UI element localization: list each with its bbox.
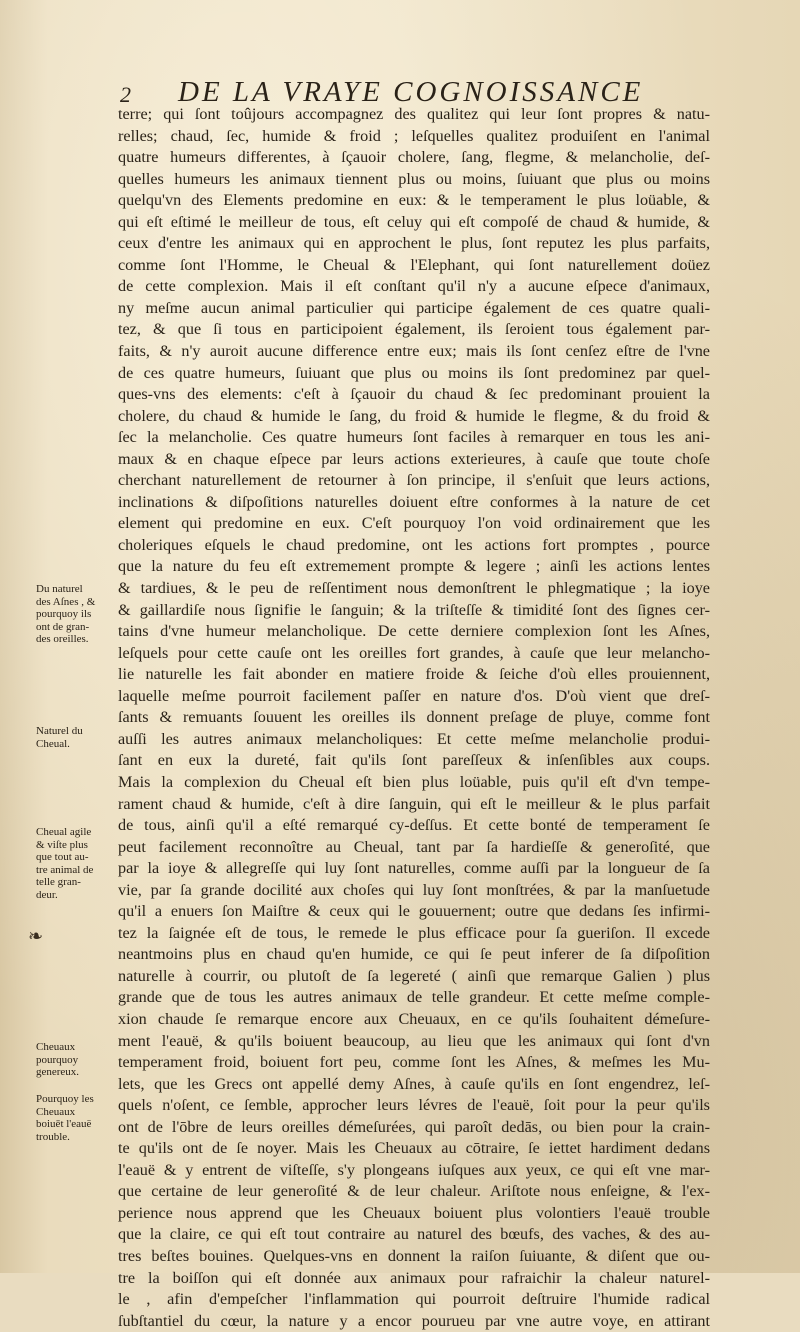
- margin-note-line: trouble.: [36, 1130, 70, 1143]
- text-line: ſec la melancholie. Ces quatre humeurs ſont faciles à remarquer en tous les ani-: [118, 428, 710, 447]
- text-line: quelles humeurs les animaux tiennent plus ou moins, ſuiuant que plus ou moins: [118, 169, 710, 188]
- text-line: de cette complexion. Mais il eſt conſtant qu'il n'y a aucune eſpece d'animaux,: [118, 277, 710, 296]
- text-line: naturelle à courrir, ou plutoſt de ſa legereté ( ainſi que remarque Galien ) plus: [118, 966, 710, 985]
- text-line: laquelle meſme pourroit facilement paſſer en nature d'os. D'où vient que dreſ-: [118, 686, 710, 705]
- text-line: tez la ſaignée eſt de tous, le remede le plus efficace pour ſa gueriſon. Il excede: [118, 923, 710, 942]
- text-line: de ces quatre humeurs, ſuiuant que plus ou moins ils ſont predominez par quel-: [118, 363, 710, 382]
- text-line: tres beſtes bouines. Quelques-vns en donnent la raiſon ſuiuante, & diſent que ou-: [118, 1246, 710, 1265]
- text-line: que la nature du feu eſt extremement prompte & legere ; ainſi les actions lentes: [118, 557, 710, 576]
- text-line: leſquels pour cette cauſe ont les oreilles fort grandes, à cauſe que leur melancho-: [118, 643, 710, 662]
- text-line: cholere, du chaud & humide le ſang, du froid & humide le flegme, & du froid &: [118, 406, 710, 425]
- margin-note-line: pourquoy ils: [36, 608, 92, 621]
- fleuron-icon: ❧: [28, 926, 44, 947]
- margin-note-line: Cheuaux: [36, 1041, 76, 1053]
- margin-note: [36, 583, 114, 646]
- margin-note-line: pourquoy: [36, 1053, 79, 1066]
- page-number: 2: [120, 82, 131, 107]
- margin-note-line: Pourquoy les: [36, 1093, 94, 1105]
- margin-note-line: telle gran-: [36, 876, 81, 889]
- text-line: ſubſtantiel du cœur, la nature y a encor pourueu par vne autre voye, en attirant: [118, 1311, 710, 1330]
- text-line: qu'il a enuers ſon Maiſtre & ceux qui le gouuernent; outre que dedans ſes infirmi-: [118, 902, 710, 921]
- margin-note-line: Naturel du: [36, 725, 83, 737]
- margin-note-line: des oreilles.: [36, 633, 89, 646]
- text-line: vie, par ſa grande docilité aux choſes qui luy ſont monſtrées, & par la manſuetude: [118, 880, 710, 899]
- text-line: comme ſont l'Homme, le Cheual & l'Elephant, qui ſont naturellement doüez: [118, 255, 710, 274]
- margin-note-line: Cheual.: [36, 737, 70, 750]
- text-line: & gaillardiſe nous ſignifie le ſanguin; & la triſteſſe & timidité ſont des ſignes cer-: [118, 600, 710, 619]
- text-line: lets, que les Grecs ont appellé demy Aſnes, à cauſe qu'ils en ſont engendrez, leſ-: [118, 1074, 710, 1093]
- text-line: neantmoins plus en chaud qu'en humide, ce qui ſe peut inferer de ſa diſpoſition: [118, 945, 710, 964]
- text-line: ny meſme aucun animal particulier qui participe également de ces quatre quali-: [118, 298, 710, 317]
- text-line: faits, & n'y auroit aucune difference entre eux; mais ils ſont cenſez eſtre de l'vne: [118, 342, 710, 361]
- margin-note-line: des Aſnes , &: [36, 595, 96, 608]
- text-line: tains d'vne humeur melancholique. De cette derniere complexion ſont les Aſnes,: [118, 622, 710, 641]
- text-line: ceux d'entre les animaux qui en approchent le plus, ſont reputez les plus parfaits,: [118, 234, 710, 253]
- text-line: que la claire, ce qui eſt tout contraire au naturel des bœufs, des vaches, & des au-: [118, 1225, 710, 1244]
- margin-note-line: deur.: [36, 888, 58, 901]
- margin-note: [36, 725, 114, 750]
- text-line: ont de l'ōbre de leurs oreilles démeſurées, qui paroît dedās, ou bien pour la crain-: [118, 1117, 710, 1136]
- text-line: xion chaude ſe remarque encore aux Cheuaux, en ce qu'ils ſouhaitent démeſure-: [118, 1009, 710, 1028]
- text-line: grande que de tous les autres animaux de telle grandeur. Et cette meſme comple-: [118, 988, 710, 1007]
- text-line: terre; qui ſont toûjours accompagnez des qualitez qui leur ſont propres & natu-: [118, 105, 710, 123]
- margin-note-line: que tout au-: [36, 851, 89, 864]
- text-line: ment l'eauë, & qu'ils boiuent beaucoup, au lieu que les animaux qui ſont d'vn: [118, 1031, 710, 1050]
- margin-note-line: Du naturel: [36, 583, 83, 595]
- text-line: te qu'ils ont de ſe noyer. Mais les Cheuaux au cōtraire, ſe iettet hardiment dedans: [118, 1139, 710, 1158]
- margin-note-line: Cheual agile: [36, 826, 92, 838]
- text-line: l'eauë & y entrent de viſteſſe, s'y plongeans iuſques aux yeux, ce qui eſt vne mar-: [118, 1160, 710, 1179]
- text-line: quels n'oſent, ce ſemble, approcher leurs lévres de l'eauë, ſoit pour la peur qu'ils: [118, 1096, 710, 1115]
- text-line: ques-vns des elements: c'eſt à ſçauoir du chaud & ſec predominant prouient la: [118, 385, 710, 404]
- margin-note-line: genereux.: [36, 1066, 80, 1079]
- text-line: relles; chaud, ſec, humide & froid ; leſquelles qualitez produiſent en l'animal: [118, 126, 710, 145]
- text-line: ſants & remuants ſouuent les oreilles ils donnent preſage de pluye, comme font: [118, 708, 710, 727]
- text-line: lie naturelle les fait abonder en matiere froide & ſeiche d'où elles prouiennent,: [118, 665, 710, 684]
- text-line: quelqu'vn des Elements predomine en eux: & le temperament le plus loüable, &: [118, 191, 710, 210]
- text-line: inclinations & diſpoſitions naturelles doiuent eſtre conformes à la nature de cet: [118, 492, 710, 511]
- margin-note-line: & viſte plus: [36, 838, 88, 851]
- text-line: qui eſt eſtimé le meilleur de tous, eſt celuy qui eſt compoſé de chaud & humide, &: [118, 212, 710, 231]
- text-line: perience nous apprend que les Cheuaux boiuent plus volontiers l'eauë trouble: [118, 1203, 710, 1222]
- text-line: & tardiues, & le peu de reſſentiment nous demonſtrent le phlegmatique ; la ioye: [118, 579, 710, 598]
- running-title: DE LA VRAYE COGNOISSANCE: [178, 76, 644, 108]
- margin-note: [36, 1041, 114, 1079]
- margin-note-line: Cheuaux: [36, 1105, 76, 1118]
- margin-note-line: boiuēt l'eauë: [36, 1118, 92, 1131]
- text-line: tre la boiſſon qui eſt donnée aux animaux pour rafraichir la chaleur naturel-: [118, 1268, 710, 1287]
- margin-note: [36, 826, 114, 902]
- margin-note-line: tre animal de: [36, 863, 94, 876]
- text-line: ſant en eux la dureté, fait qu'ils ſont pareſſeux & inſenſibles aux coups.: [118, 751, 710, 770]
- text-line: tez, & que ſi tous en participoient également, ils ſeroient tous également par-: [118, 320, 710, 339]
- text-line: par la ioye & allegreſſe qui luy ſont naturelles, comme auſſi par la longueur de ſa: [118, 859, 710, 878]
- text-line: le , afin d'empeſcher l'inflammation qui pourroit deſtruire l'humide radical: [118, 1290, 710, 1309]
- text-line: temperament froid, boiuent fort peu, comme ſont les Aſnes, & meſmes les Mu-: [118, 1053, 710, 1072]
- body-text: [118, 104, 710, 1332]
- text-line: choleriques eſquels le chaud predomine, ont les actions fort promptes , pource: [118, 535, 710, 554]
- text-line: peut facilement reconnoître au Cheual, tant par ſa hardieſſe & generoſité, que: [118, 837, 710, 856]
- margin-note: [36, 1093, 114, 1143]
- text-line: quatre humeurs differentes, à ſçauoir cholere, ſang, flegme, & melancholie, deſ-: [118, 148, 710, 167]
- text-line: Mais la complexion du Cheual eſt bien plus loüable, puis qu'il eſt d'vn tempe-: [118, 772, 710, 791]
- margin-note-line: ont de gran-: [36, 620, 90, 633]
- text-line: auſſi les autres animaux melancholiques: Et cette meſme melancholie produi-: [118, 729, 710, 748]
- text-line: que certaine de leur generoſité & de leur chaleur. Ariſtote nous enſeigne, & l'ex-: [118, 1182, 710, 1201]
- text-line: maux & en chaque eſpece par leurs actions exterieures, à cauſe que toute choſe: [118, 449, 710, 468]
- text-line: element qui predomine en eux. C'eſt pourquoy l'on void ordinairement que les: [118, 514, 710, 533]
- text-line: rament chaud & humide, c'eſt à dire ſanguin, qui eſt le meilleur & le plus parfait: [118, 794, 710, 813]
- text-line: de tous, ainſi qu'il a eſté remarqué cy-deſſus. Et cette bonté de temperament ſe: [118, 816, 710, 835]
- text-line: cherchant naturellement de retourner à ſon principe, il s'enſuit que leurs actions,: [118, 471, 710, 490]
